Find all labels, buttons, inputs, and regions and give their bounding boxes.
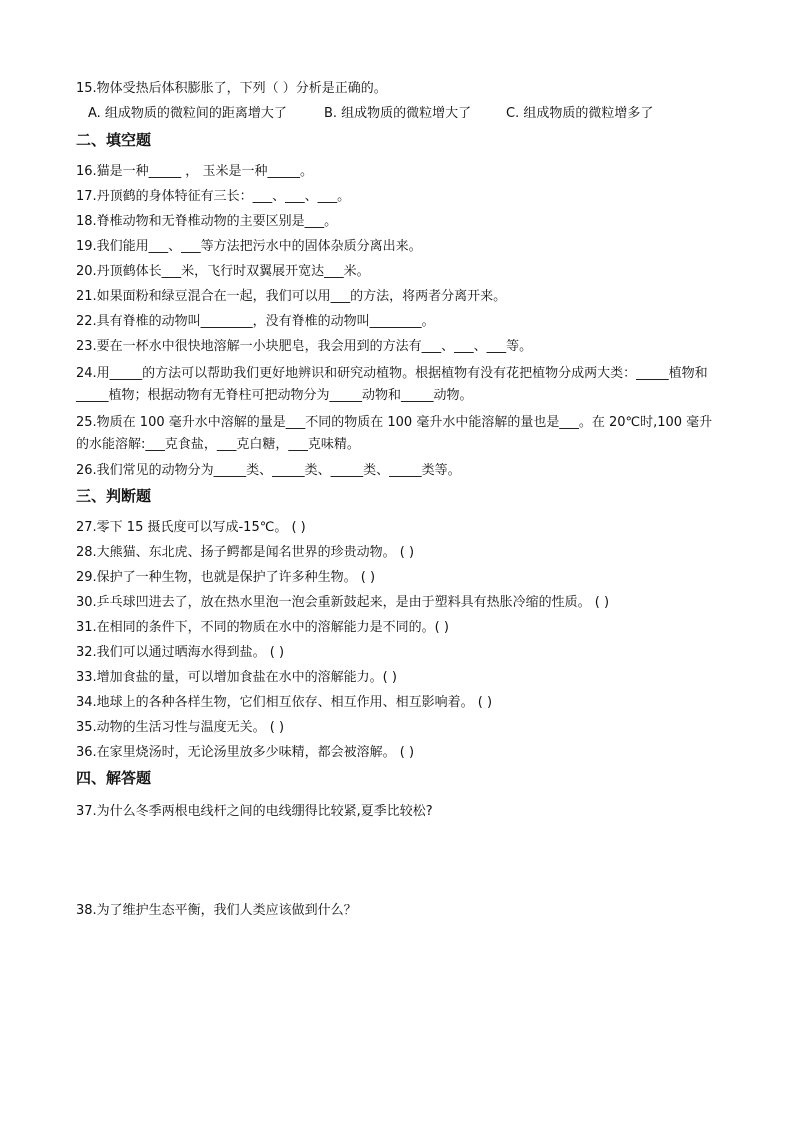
option-a: A. 组成物质的微粒间的距离增大了 bbox=[88, 106, 287, 121]
section-heading-answer: 四、解答题 bbox=[76, 769, 152, 787]
question-36: 36.在家里烧汤时，无论汤里放多少味精，都会被溶解。 ( ) bbox=[76, 745, 415, 760]
question-25: 25.物质在 100 毫升水中溶解的量是___不同的物质在 100 毫升水中能溶解的量也是___。在 20℃时,100 毫升的水能溶解:___克食盐，___克白糖，___克味精。 bbox=[76, 415, 713, 452]
question-28: 28.大熊猫、东北虎、扬子鳄都是闻名世界的珍贵动物。 ( ) bbox=[76, 545, 415, 560]
question-38: 38.为了维护生态平衡，我们人类应该做到什么？ bbox=[76, 903, 357, 918]
question-37: 37.为什么冬季两根电线杆之间的电线绷得比较紧,夏季比较松? bbox=[76, 804, 433, 819]
question-16: 16.猫是一种_____ ， 玉米是一种_____。 bbox=[76, 164, 313, 179]
question-31: 31.在相同的条件下，不同的物质在水中的溶解能力是不同的。( ) bbox=[76, 620, 449, 635]
option-c: C. 组成物质的微粒增多了 bbox=[506, 106, 654, 121]
question-17: 17.丹顶鹤的身体特征有三长：___、___、___。 bbox=[76, 189, 351, 204]
section-heading-true-false: 三、判断题 bbox=[76, 487, 152, 505]
option-b: B. 组成物质的微粒增大了 bbox=[324, 106, 472, 121]
question-23: 23.要在一杯水中很快地溶解一小块肥皂，我会用到的方法有___、___、___等。 bbox=[76, 339, 533, 354]
question-22: 22.具有脊椎的动物叫________，没有脊椎的动物叫________。 bbox=[76, 314, 435, 329]
question-21: 21.如果面粉和绿豆混合在一起，我们可以用___的方法，将两者分离开来。 bbox=[76, 289, 507, 304]
question-24: 24.用_____的方法可以帮助我们更好地辨识和研究动植物。根据植物有没有花把植物分成两大类：_____植物和_____植物；根据动物有无脊柱可把动物分为_____动物和_____动物。 bbox=[76, 366, 708, 403]
question-35: 35.动物的生活习性与温度无关。 ( ) bbox=[76, 720, 285, 735]
question-20: 20.丹顶鹤体长___米，飞行时双翼展开宽达___米。 bbox=[76, 264, 370, 279]
question-18: 18.脊椎动物和无脊椎动物的主要区别是___。 bbox=[76, 214, 338, 229]
question-34: 34.地球上的各种各样生物，它们相互依存、相互作用、相互影响着。 ( ) bbox=[76, 695, 493, 710]
question-26: 26.我们常见的动物分为_____类、_____类、_____类、_____类等。 bbox=[76, 463, 461, 478]
question-27: 27.零下 15 摄氏度可以写成-15℃。 ( ) bbox=[76, 520, 306, 535]
question-29: 29.保护了一种生物，也就是保护了许多种生物。 ( ) bbox=[76, 570, 376, 585]
question-33: 33.增加食盐的量，可以增加食盐在水中的溶解能力。( ) bbox=[76, 670, 397, 685]
question-15: 15.物体受热后体积膨胀了，下列（ ）分析是正确的。 bbox=[76, 81, 387, 96]
question-19: 19.我们能用___、___等方法把污水中的固体杂质分离出来。 bbox=[76, 239, 422, 254]
question-32: 32.我们可以通过晒海水得到盐。 ( ) bbox=[76, 645, 285, 660]
section-heading-fill-in: 二、填空题 bbox=[76, 131, 152, 149]
question-30: 30.乒乓球凹进去了，放在热水里泡一泡会重新鼓起来，是由于塑料具有热胀冷缩的性质。 ( ) bbox=[76, 595, 610, 610]
